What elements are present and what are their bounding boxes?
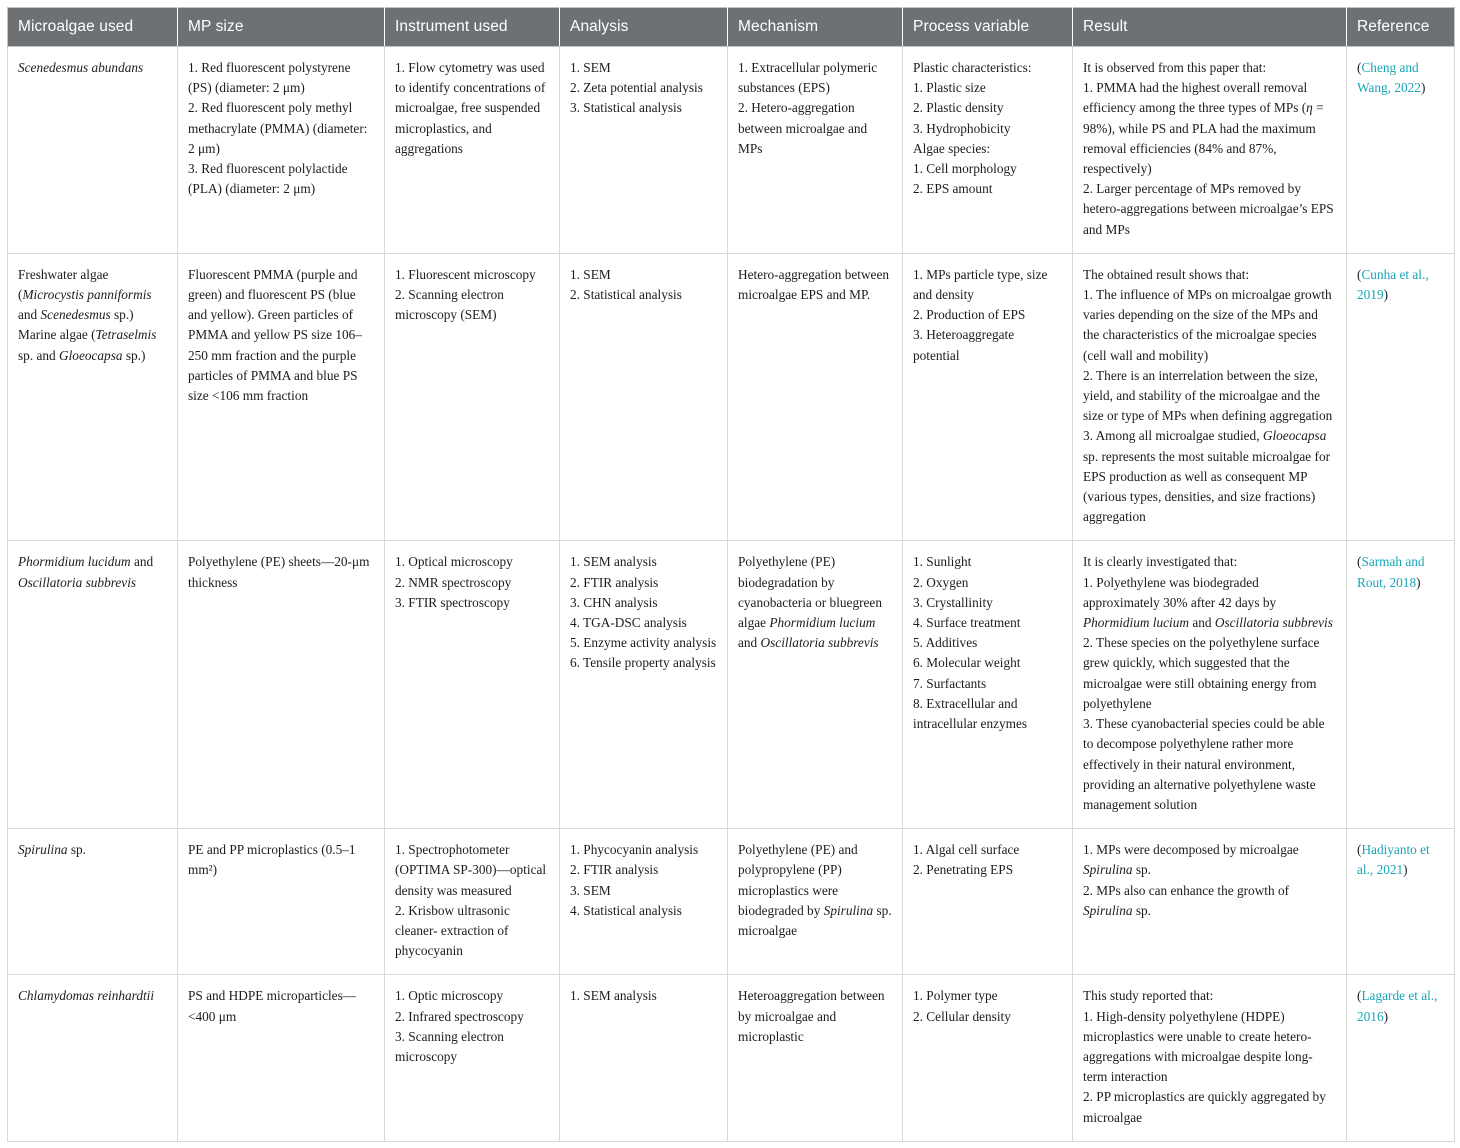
column-header-analysis: Analysis — [560, 8, 728, 47]
species-name: Spirulina — [1083, 902, 1133, 918]
column-header-reference: Reference — [1347, 8, 1455, 47]
cell-result: It is observed from this paper that: 1. PMMA had the highest overall removal efficiency among the three types of MPs (η = 98%), while PS and PLA had the maximum removal efficiencies (84% and 87%, respectively) 2. Larger percentage of MPs removed by hetero-aggregations between microalgae’s EPS and MPs — [1073, 47, 1347, 254]
cell-reference: (Cunha et al., 2019) — [1347, 253, 1455, 541]
cell-process_variable: 1. MPs particle type, size and density 2. Production of EPS 3. Heteroaggregate potential — [903, 253, 1073, 541]
cell-result: It is clearly investigated that: 1. Polyethylene was biodegraded approximately 30% after 42 days by Phormidium lucium and Oscillatoria subbrevis 2. These species on the polyethylene surface grew quickly, which suggested that the microalgae were still obtaining energy from polyethylene 3. These cyanobacterial species could be able to decompose polyethylene rather more effectively in their natural environment, providing an alternative polyethylene waste management solution — [1073, 541, 1347, 829]
column-header-microalgae: Microalgae used — [8, 8, 178, 47]
cell-reference: (Lagarde et al., 2016) — [1347, 975, 1455, 1141]
cell-mechanism: Polyethylene (PE) and polypropylene (PP) microplastics were biodegraded by Spirulina sp. microalgae — [728, 829, 903, 975]
species-name: Tetraselmis — [95, 327, 157, 343]
reference-link[interactable]: Cheng and Wang, 2022 — [1357, 60, 1421, 96]
cell-instrument: 1. Optic microscopy 2. Infrared spectroscopy 3. Scanning electron microscopy — [385, 975, 560, 1141]
cell-mp_size: 1. Red fluorescent polystyrene (PS) (diameter: 2 μm) 2. Red fluorescent poly methyl methacrylate (PMMA) (diameter: 2 μm) 3. Red fluorescent polylactide (PLA) (diameter: 2 μm) — [178, 47, 385, 254]
cell-result: This study reported that: 1. High-density polyethylene (HDPE) microplastics were unable to create hetero-aggregations with microalgae despite long-term interaction 2. PP microplastics are quickly aggregated by microalgae — [1073, 975, 1347, 1141]
species-name: Spirulina — [823, 902, 874, 918]
column-header-process_variable: Process variable — [903, 8, 1073, 47]
reference-link[interactable]: Hadiyanto et al., 2021 — [1357, 842, 1430, 878]
species-name: Microcystis panniformis — [22, 287, 152, 303]
cell-mechanism: 1. Extracellular polymeric substances (EPS) 2. Hetero-aggregation between microalgae and MPs — [728, 47, 903, 254]
cell-mp_size: Polyethylene (PE) sheets—20-μm thickness — [178, 541, 385, 829]
cell-process_variable: 1. Polymer type 2. Cellular density — [903, 975, 1073, 1141]
species-name: Gloeocapsa — [1262, 428, 1327, 444]
cell-mp_size: PS and HDPE microparticles—<400 μm — [178, 975, 385, 1141]
table-row — [8, 829, 1455, 975]
species-name: Spirulina — [18, 842, 68, 858]
cell-process_variable: 1. Algal cell surface 2. Penetrating EPS — [903, 829, 1073, 975]
cell-reference: (Cheng and Wang, 2022) — [1347, 47, 1455, 254]
species-name: Chlamydomas reinhardtii — [18, 988, 155, 1004]
cell-reference: (Hadiyanto et al., 2021) — [1347, 829, 1455, 975]
species-name: Scenedesmus — [40, 307, 111, 323]
table-row — [8, 253, 1455, 541]
column-header-instrument: Instrument used — [385, 8, 560, 47]
cell-microalgae — [8, 47, 178, 254]
cell-mechanism: Polyethylene (PE) biodegradation by cyanobacteria or bluegreen algae Phormidium lucium and Oscillatoria subbrevis — [728, 541, 903, 829]
table-body — [8, 47, 1455, 1142]
species-name: Spirulina — [1083, 862, 1133, 878]
table-header-row — [8, 8, 1455, 47]
cell-reference: (Sarmah and Rout, 2018) — [1347, 541, 1455, 829]
table-row — [8, 541, 1455, 829]
reference-link[interactable]: Cunha et al., 2019 — [1357, 266, 1429, 303]
cell-result: 1. MPs were decomposed by microalgae Spirulina sp. 2. MPs also can enhance the growth of Spirulina sp. — [1073, 829, 1347, 975]
species-name: Oscillatoria subbrevis — [1214, 615, 1333, 631]
cell-instrument: 1. Spectrophotometer (OPTIMA SP-300)—optical density was measured 2. Krisbow ultrasonic cleaner- extraction of phycocyanin — [385, 829, 560, 975]
species-name: Phormidium lucium — [769, 615, 876, 631]
table-row — [8, 47, 1455, 254]
cell-mechanism: Hetero-aggregation between microalgae EPS and MP. — [728, 253, 903, 541]
species-name: Phormidium lucidum — [18, 554, 131, 570]
column-header-mp_size: MP size — [178, 8, 385, 47]
species-name: Oscillatoria subbrevis — [760, 635, 879, 651]
reference-link[interactable]: Sarmah and Rout, 2018 — [1357, 554, 1425, 590]
species-name: η — [1306, 100, 1313, 116]
cell-analysis: 1. Phycocyanin analysis 2. FTIR analysis 3. SEM 4. Statistical analysis — [560, 829, 728, 975]
cell-analysis: 1. SEM 2. Statistical analysis — [560, 253, 728, 541]
cell-process_variable: Plastic characteristics: 1. Plastic size 2. Plastic density 3. Hydrophobicity Algae species: 1. Cell morphology 2. EPS amount — [903, 47, 1073, 254]
cell-process_variable: 1. Sunlight 2. Oxygen 3. Crystallinity 4. Surface treatment 5. Additives 6. Molecular weight 7. Surfactants 8. Extracellular and intracellular enzymes — [903, 541, 1073, 829]
cell-analysis: 1. SEM analysis 2. FTIR analysis 3. CHN analysis 4. TGA-DSC analysis 5. Enzyme activity analysis 6. Tensile property analysis — [560, 541, 728, 829]
column-header-result: Result — [1073, 8, 1347, 47]
cell-mp_size: Fluorescent PMMA (purple and green) and fluorescent PS (blue and yellow). Green particles of PMMA and yellow PS size 106–250 mm fraction and the purple particles of PMMA and blue PS size <106 mm fraction — [178, 253, 385, 541]
cell-microalgae: Freshwater algae (Microcystis panniformis and Scenedesmus sp.) Marine algae (Tetraselmis sp. and Gloeocapsa sp.) — [8, 253, 178, 541]
cell-analysis: 1. SEM 2. Zeta potential analysis 3. Statistical analysis — [560, 47, 728, 254]
cell-instrument: 1. Fluorescent microscopy 2. Scanning electron microscopy (SEM) — [385, 253, 560, 541]
species-name: Scenedesmus abundans — [18, 60, 144, 75]
species-name: Gloeocapsa — [59, 347, 123, 363]
cell-result: The obtained result shows that: 1. The influence of MPs on microalgae growth varies depending on the size of the MPs and the characteristics of the microalgae species (cell wall and mobility) 2. There is an interrelation between the size, yield, and stability of the microalgae and the size or type of MPs when defining aggregation 3. Among all microalgae studied, Gloeocapsa sp. represents the most suitable microalgae for EPS production as well as consequent MP (various types, densities, and size fractions) aggregation — [1073, 253, 1347, 541]
cell-analysis: 1. SEM analysis — [560, 975, 728, 1141]
cell-microalgae: Spirulina sp. — [8, 829, 178, 975]
species-name: Phormidium lucium — [1083, 615, 1189, 631]
cell-mechanism: Heteroaggregation between by microalgae and microplastic — [728, 975, 903, 1141]
cell-instrument: 1. Optical microscopy 2. NMR spectroscopy 3. FTIR spectroscopy — [385, 541, 560, 829]
cell-instrument: 1. Flow cytometry was used to identify concentrations of microalgae, free suspended microplastics, and aggregations — [385, 47, 560, 254]
cell-microalgae — [8, 975, 178, 1141]
column-header-mechanism: Mechanism — [728, 8, 903, 47]
table-row — [8, 975, 1455, 1141]
species-name: Oscillatoria subbrevis — [18, 574, 137, 590]
reference-link[interactable]: Lagarde et al., 2016 — [1357, 988, 1438, 1024]
cell-microalgae: Phormidium lucidum and Oscillatoria subbrevis — [8, 541, 178, 829]
cell-mp_size: PE and PP microplastics (0.5–1 mm²) — [178, 829, 385, 975]
results-table — [7, 7, 1455, 1142]
